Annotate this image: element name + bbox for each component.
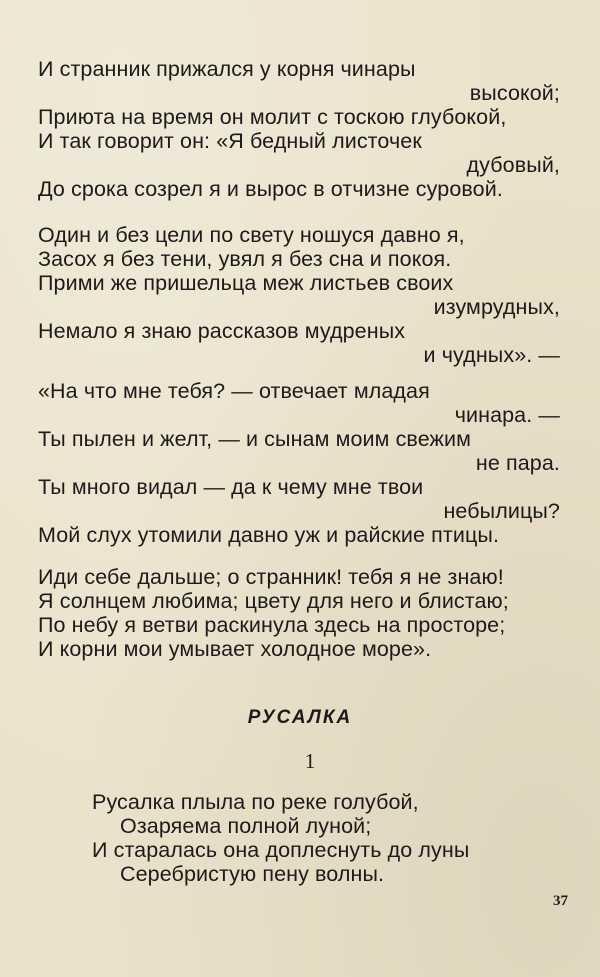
poem-line-continuation: чинара. — [454,403,560,427]
page-number: 37 [553,893,568,909]
poem-line: «На что мне тебя? — отвечает младая [38,379,430,403]
poem-line-continuation: и чудных». — [423,343,560,367]
poem-line: Серебристую пену волны. [120,862,385,886]
section-number: 1 [304,749,316,773]
poem-line: Один и без цели по свету ношуся давно я, [38,223,465,247]
poem-line: Озаряема полной луной; [120,814,372,838]
poem-line-continuation: небылицы? [443,499,560,523]
poem-line: По небу я ветви раскинула здесь на просторе; [38,613,506,637]
poem-line: И так говорит он: «Я бедный листочек [38,129,422,153]
poem-line: До срока созрел я и вырос в отчизне суровой. [38,177,503,201]
poem-line: Русалка плыла по реке голубой, [92,790,419,814]
poem-line-continuation: изумрудных, [433,295,560,319]
poem-line: Ты пылен и желт, — и сынам моим свежим [38,427,471,451]
poem-line-continuation: дубовый, [466,153,560,177]
poem-line: И корни мои умывает холодное море». [38,637,432,661]
poem-line: Засох я без тени, увял я без сна и покоя. [38,247,452,271]
poem-line-continuation: высокой; [469,81,560,105]
poem-line: Иди себе дальше; о странник! тебя я не знаю! [38,565,504,589]
poem-line: Прими же пришельца меж листьев своих [38,271,454,295]
section-title: РУСАЛКА [247,707,353,728]
poem-line: Я солнцем любима; цвету для него и блистаю; [38,589,509,613]
poem-line: Ты много видал — да к чему мне твои [38,475,424,499]
poem-line: Мой слух утомили давно уж и райские птицы. [38,523,500,547]
poem-line-continuation: не пара. [475,451,560,475]
poem-line: Приюта на время он молит с тоскою глубокой, [38,105,507,129]
poem-line: И странник прижался у корня чинары [38,57,416,81]
poem-line: И старалась она доплеснуть до луны [92,838,470,862]
poem-line: Немало я знаю рассказов мудреных [38,319,406,343]
